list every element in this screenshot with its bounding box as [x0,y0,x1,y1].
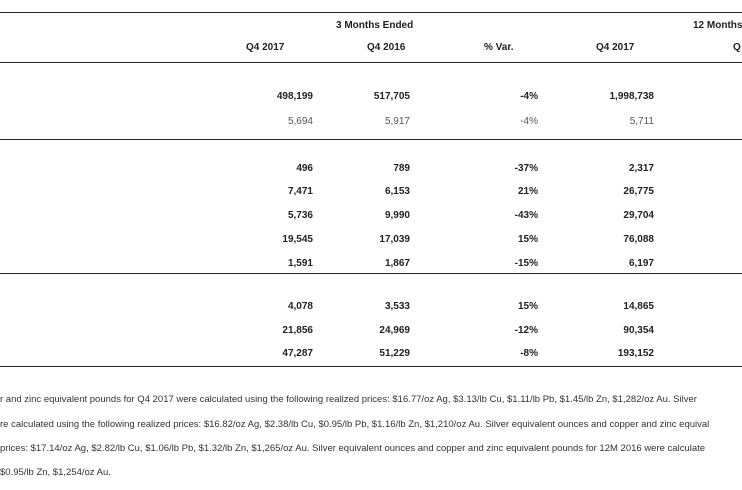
cell-q4-2016: 17,039 [379,234,410,245]
cell-12m: 2,317 [628,163,654,174]
cell-q4-2017: 7,471 [287,186,313,197]
col-header-q4-2016: Q4 2016 [367,42,406,53]
footnote-4: $0.95/lb Zn, $1,254/oz Au. [0,467,111,478]
cell-var: 15% [517,301,538,312]
cell-q4-2016: 517,705 [373,91,410,102]
cell-q4-2017: 4,078 [287,301,313,312]
cell-q4-2017: 47,287 [282,348,313,359]
cell-q4-2016: 789 [393,163,410,174]
cell-q4-2017: 496 [296,163,313,174]
cell-var: -15% [514,258,538,269]
footnote-2: re calculated using the following realized prices: $16.82/oz Ag, $2.38/lb Cu, $0.95/lb Pb, $1.16/lb Zn, $1,210/oz Au. Silver equivalent ounces and copper and zinc equival [0,419,710,430]
cell-var: -8% [520,348,538,359]
cell-var: -4% [520,91,538,102]
cell-12m: 90,354 [623,325,654,336]
cell-var: -43% [514,210,538,221]
cell-12m: 76,088 [623,234,654,245]
cell-12m: 1,998,738 [609,91,654,102]
footnote-1: r and zinc equivalent pounds for Q4 2017 were calculated using the following realized prices: $16.77/oz Ag, $3.13/lb Cu, $1.11/lb Pb, $1.45/lb Zn, $1,282/oz Au. Silver [0,394,697,405]
cell-12m: 14,865 [623,301,654,312]
cell-q4-2017: 21,856 [282,325,313,336]
section-rule-2 [0,273,742,274]
cell-12m: 29,704 [623,210,654,221]
cell-q4-2016: 6,153 [384,186,410,197]
col-header-q4-2017: Q4 2017 [246,42,285,53]
group-header-3-months: 3 Months Ended [336,20,414,31]
bottom-rule [0,366,742,367]
cell-12m: 6,197 [628,258,654,269]
header-rule [0,62,742,63]
cell-12m: 5,711 [629,116,654,127]
cell-q4-2017: 19,545 [282,234,313,245]
cell-var: -37% [514,163,538,174]
cell-q4-2016: 24,969 [379,325,410,336]
cell-var: -4% [520,116,538,127]
cell-q4-2017: 5,736 [287,210,313,221]
cell-q4-2017: 1,591 [287,258,313,269]
top-rule [0,12,742,13]
cell-q4-2016: 1,867 [384,258,410,269]
cell-var: -12% [514,325,538,336]
cell-12m: 193,152 [617,348,654,359]
cell-q4-2016: 9,990 [384,210,410,221]
cell-q4-2016: 3,533 [384,301,410,312]
col-header-12m-cut: Q [733,42,741,53]
section-rule-1 [0,139,742,140]
footnote-3: prices: $17.14/oz Ag, $2.82/lb Cu, $1.06/lb Pb, $1.32/lb Zn, $1,265/oz Au. Silver equivalent ounces and copper and zinc equivalent pounds for 12M 2016 were calculate [0,443,706,454]
col-header-var: % Var. [484,42,514,53]
cell-12m: 26,775 [623,186,654,197]
col-header-q4-2017-12m: Q4 2017 [596,42,635,53]
cell-q4-2016: 5,917 [384,116,410,127]
cell-var: 15% [517,234,538,245]
cell-var: 21% [517,186,538,197]
cell-q4-2017: 498,199 [276,91,313,102]
group-header-12-months: 12 Months [693,20,742,31]
cell-q4-2017: 5,694 [287,116,313,127]
cell-q4-2016: 51,229 [379,348,410,359]
